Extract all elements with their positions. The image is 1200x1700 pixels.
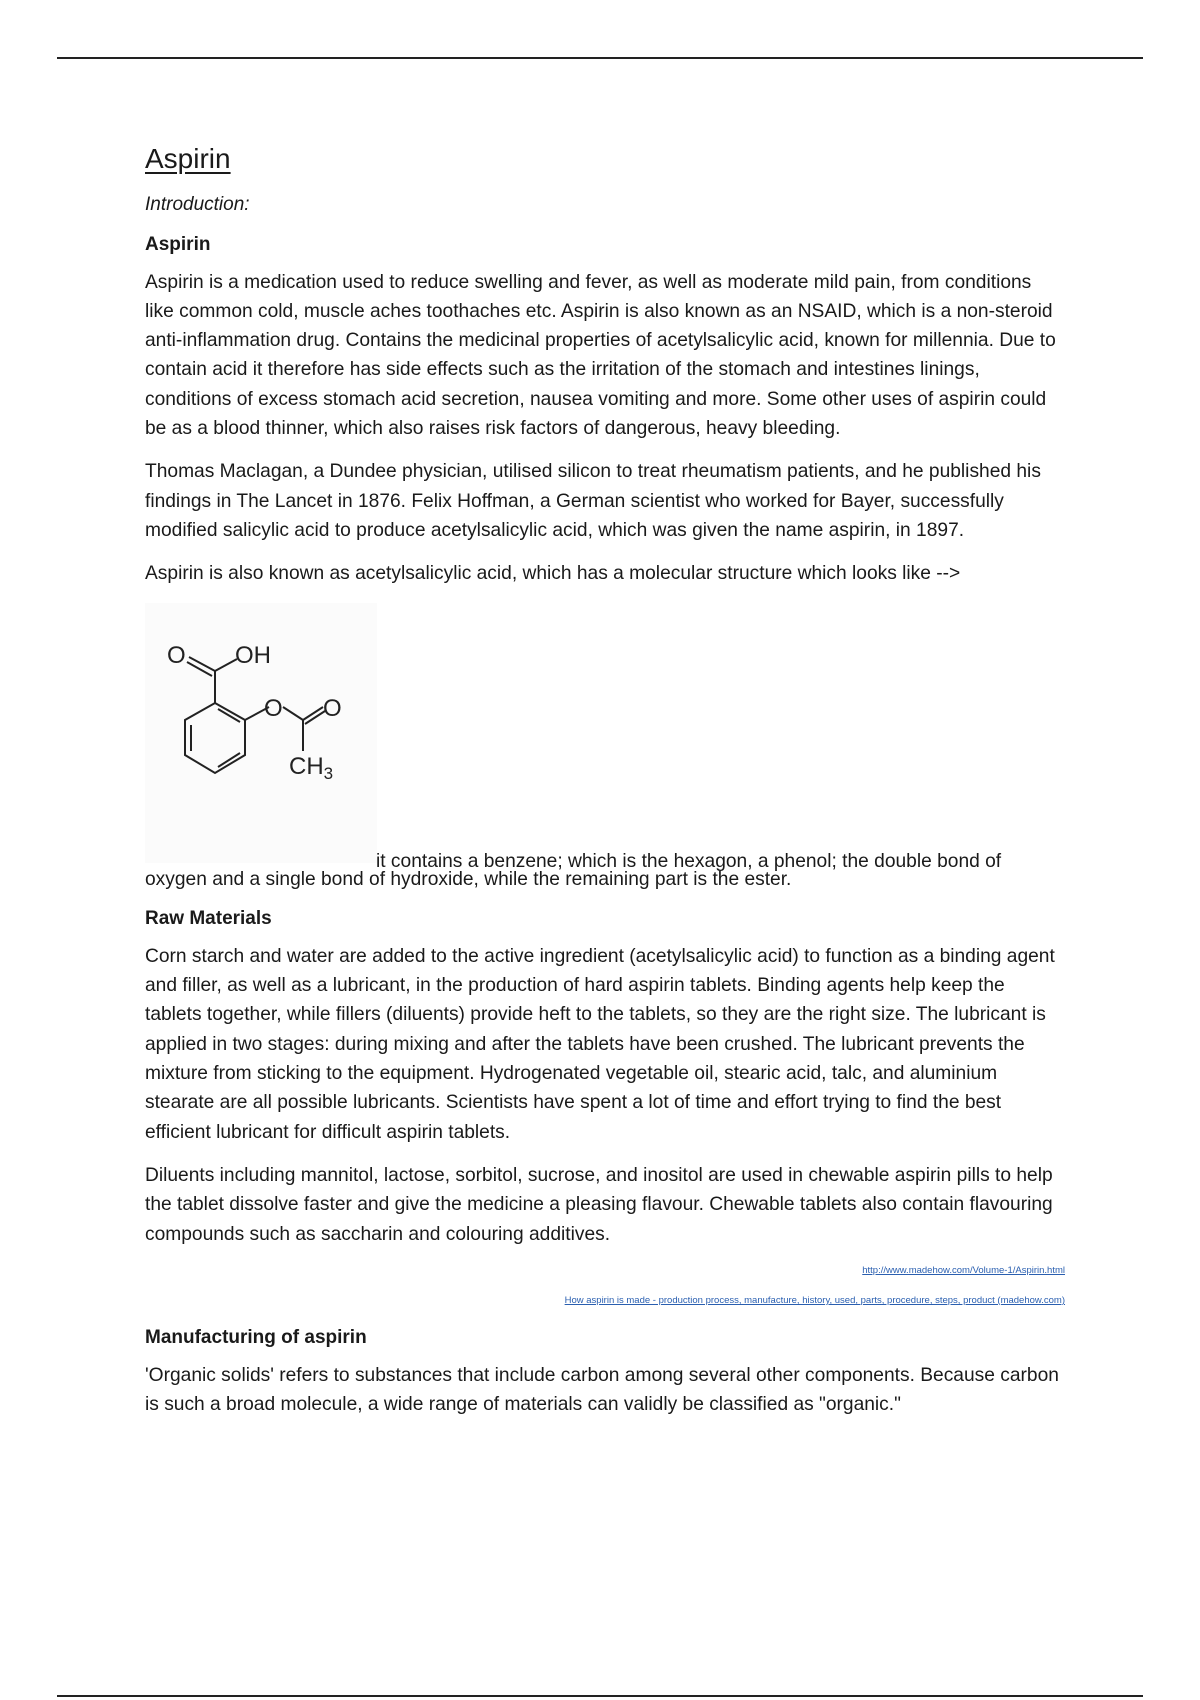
reference-link-madehow[interactable]: http://www.madehow.com/Volume-1/Aspirin.html	[862, 1264, 1065, 1276]
atom-o-ester: O	[264, 694, 283, 722]
paragraph-structure-intro: Aspirin is also known as acetylsalicylic acid, which has a molecular structure which looks like -->	[145, 563, 961, 585]
atom-o-ester-carbonyl: O	[323, 694, 342, 722]
atom-oh: OH	[235, 641, 271, 669]
hydroxyl-bond	[215, 659, 237, 671]
introduction-label: Introduction:	[145, 193, 250, 215]
methyl-label	[289, 753, 333, 783]
figure-caption-continued: oxygen and a single bond of hydroxide, while the remaining part is the ester.	[145, 868, 792, 890]
carbonyl-bond	[189, 657, 215, 671]
figure-caption-inline: it contains a benzene; which is the hexagon, a phenol; the double bond of	[376, 850, 1002, 872]
methyl-ch: CH	[289, 752, 324, 780]
section-heading-manufacturing: Manufacturing of aspirin	[145, 1326, 367, 1348]
paragraph-overview: Aspirin is a medication used to reduce swelling and fever, as well as moderate mild pain, from conditions like common cold, muscle aches toothaches etc. Aspirin is also known as an NSAID, which is a non-steroid anti-inflammation drug. Contains the medicinal properties of acetylsalicylic acid, known for millennia. Due to contain acid it therefore has side effects such as the irritation of the stomach and intestines linings, conditions of excess stomach acid secretion, nausea vomiting and more. Some other uses of aspirin could be as a blood thinner, which also raises risk factors of dangerous, heavy bleeding.	[145, 271, 1056, 440]
molecule-figure	[145, 603, 1065, 872]
ester-bond	[283, 707, 303, 720]
acetylsalicylic-acid-structure	[145, 603, 377, 863]
paragraph-organic-solids: 'Organic solids' refers to substances that include carbon among several other components. Because carbon is such a broad molecule, a wide range of materials can validly be classified as "organic."	[145, 1364, 1059, 1416]
paragraph-history: Thomas Maclagan, a Dundee physician, utilised silicon to treat rheumatism patients, and he published his findings in The Lancet in 1876. Felix Hoffman, a German scientist who worked for Bayer, successfully modified salicylic acid to produce acetylsalicylic acid, which was given the name aspirin, in 1897.	[145, 461, 1041, 541]
methyl-subscript: 3	[323, 763, 334, 783]
section-heading-raw-materials: Raw Materials	[145, 907, 272, 929]
header-rule	[57, 57, 1143, 59]
document-title: Aspirin	[145, 143, 231, 174]
reference-link-how-aspirin-is-made[interactable]: How aspirin is made - production process, manufacture, history, used, parts, procedure, steps, product (madehow.com)	[564, 1294, 1065, 1306]
paragraph-diluents: Diluents including mannitol, lactose, sorbitol, sucrose, and inositol are used in chewable aspirin pills to help the tablet dissolve faster and give the medicine a pleasing flavour. Chewable tablets also contain flavouring compounds such as saccharin and colouring additives.	[145, 1164, 1053, 1245]
section-heading-aspirin: Aspirin	[145, 233, 211, 255]
paragraph-raw-materials: Corn starch and water are added to the active ingredient (acetylsalicylic acid) to function as a binding agent and filler, as well as a lubricant, in the production of hard aspirin tablets. Binding agents help keep the tablets together, while fillers (diluents) provide heft to the tablets, so they are the right size. The lubricant is applied in two stages: during mixing and after the tablets have been crushed. The lubricant prevents the mixture from sticking to the equipment. Hydrogenated vegetable oil, stearic acid, talc, and aluminium stearate are all possible lubricants. Scientists have spent a lot of time and effort trying to find the best efficient lubricant for difficult aspirin tablets.	[145, 945, 1055, 1143]
atom-o-carbonyl: O	[167, 641, 186, 669]
carbonyl-bond	[187, 662, 212, 676]
benzene-ring	[185, 703, 245, 773]
footer-rule	[57, 1695, 1143, 1697]
document-body	[145, 142, 1065, 1433]
